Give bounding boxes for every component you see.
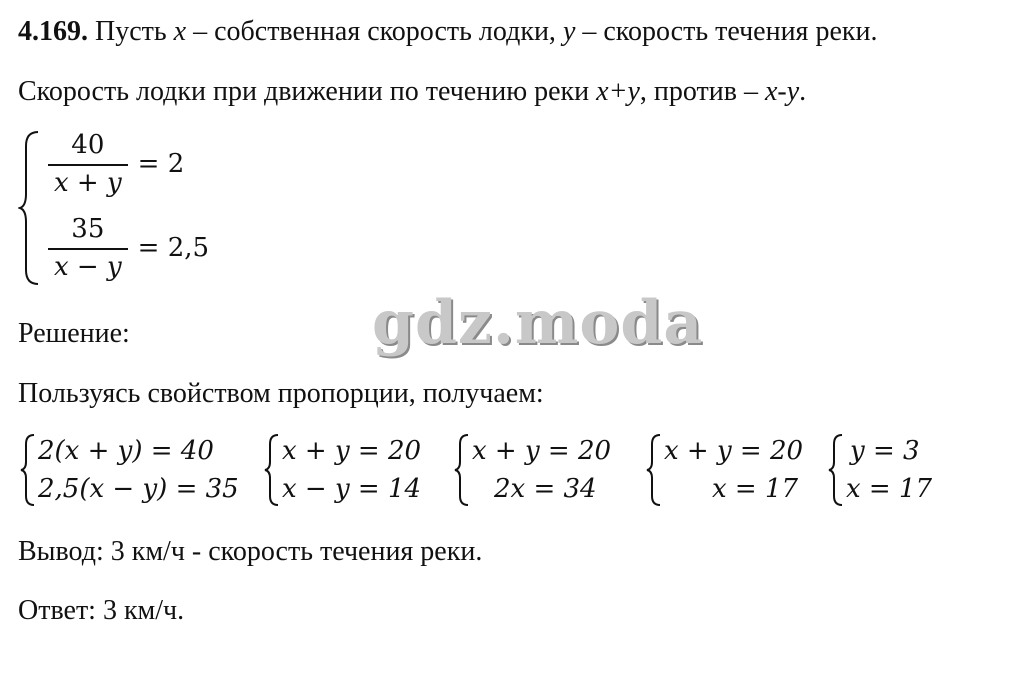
upstream-speed: x-y xyxy=(764,76,800,107)
speeds-text-b: , против – xyxy=(639,76,765,107)
speeds-statement xyxy=(18,78,806,106)
watermark-logo: gdz.moda xyxy=(372,288,704,358)
speeds-text-c: . xyxy=(799,76,807,107)
system-1-top: 2(x + y) = 40 xyxy=(38,436,214,466)
var-x: x xyxy=(173,16,187,47)
downstream-speed: x+y xyxy=(596,76,640,107)
speeds-text-a: Скорость лодки при движении по течению реки xyxy=(18,76,597,107)
system-5-bottom: x = 17 xyxy=(846,474,933,504)
left-brace-icon xyxy=(18,128,42,288)
intro-text-b: – собственная скорость лодки, xyxy=(186,16,563,47)
fraction-2-denominator: x − y xyxy=(48,248,128,282)
system-3-top: x + y = 20 xyxy=(472,436,612,466)
brace-icon xyxy=(644,432,664,508)
system-5-top: y = 3 xyxy=(850,436,920,466)
brace-icon xyxy=(262,432,282,508)
system-3-bottom: 2x = 34 xyxy=(494,474,597,504)
answer-text: Ответ: 3 км/ч. xyxy=(18,595,185,626)
system1-equation-2 xyxy=(48,214,209,282)
var-y: y xyxy=(562,16,576,47)
brace-icon xyxy=(18,432,38,508)
system-1-bottom: 2,5(x − y) = 35 xyxy=(38,474,239,504)
problem-number: 4.169. xyxy=(18,16,88,47)
fraction-1-rhs: = 2 xyxy=(137,149,185,179)
fraction-1-numerator: 40 xyxy=(71,130,105,160)
brace-icon xyxy=(826,432,846,508)
system-4-bottom: x = 17 xyxy=(712,474,799,504)
system-4-top: x + y = 20 xyxy=(664,436,804,466)
fraction-2-rhs: = 2,5 xyxy=(137,233,210,263)
equation-system-fractions xyxy=(18,128,218,290)
conclusion-text: Вывод: 3 км/ч - скорость течения реки. xyxy=(18,536,483,567)
fraction-2-numerator: 35 xyxy=(71,214,105,244)
problem-statement xyxy=(18,18,877,46)
system-2-top: x + y = 20 xyxy=(282,436,422,466)
system1-equation-1 xyxy=(48,130,184,198)
fraction-1-denominator: x + y xyxy=(48,164,128,198)
proportion-text: Пользуясь свойством пропорции, получаем: xyxy=(18,378,544,409)
brace-icon xyxy=(452,432,472,508)
solution-label: Решение: xyxy=(18,318,130,349)
intro-text-a: Пусть xyxy=(88,16,174,47)
fraction-2 xyxy=(48,214,128,282)
intro-text-c: – скорость течения реки. xyxy=(575,16,878,47)
system-2-bottom: x − y = 14 xyxy=(282,474,422,504)
fraction-1 xyxy=(48,130,128,198)
